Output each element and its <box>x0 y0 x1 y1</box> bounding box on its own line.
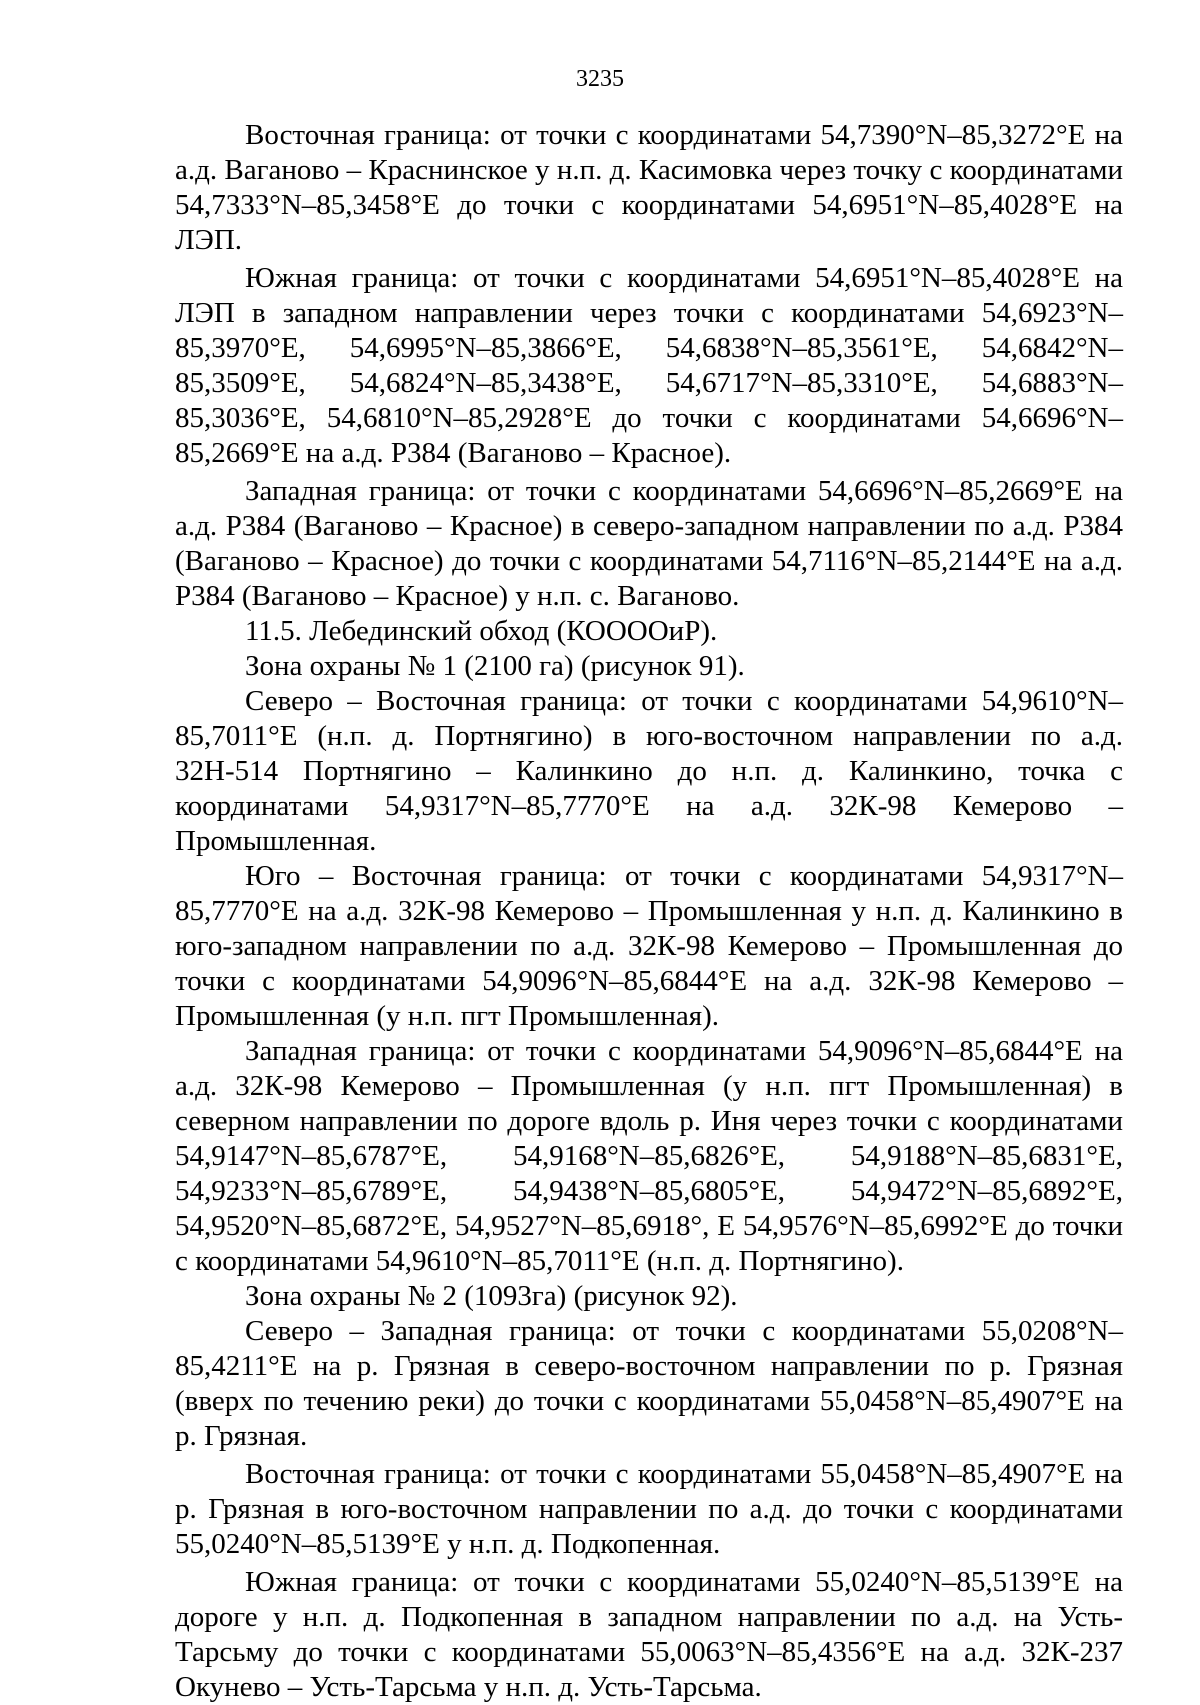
paragraph-southeast-boundary: Юго – Восточная граница: от точки с координатами 54,9317°N–85,7770°E на а.д. 32К-98 Кемерово – Промышленная у н.п. д. Калинкино в юго-западном направлении по а.д. 32К-98 Кемерово – Промышленная до точки с координатами 54,9096°N–85,6844°E на а.д. 32К-98 Кемерово – Промышленная (у н.п. пгт Промышленная). <box>175 860 1123 1032</box>
section-heading-lebedinsky: 11.5. Лебединский обход (КООООиР). <box>245 615 718 647</box>
zone-heading-1: Зона охраны № 1 (2100 га) (рисунок 91). <box>245 650 745 682</box>
page-number: 3235 <box>576 66 624 92</box>
document-body <box>175 118 1123 1705</box>
paragraph-east-boundary: Восточная граница: от точки с координатами 54,7390°N–85,3272°E на а.д. Ваганово – Краснинское у н.п. д. Касимовка через точку с координатами 54,7333°N–85,3458°E до точки с координатами 54,6951°N–85,4028°E на ЛЭП. <box>175 119 1123 256</box>
zone-heading-2: Зона охраны № 2 (1093га) (рисунок 92). <box>245 1280 738 1312</box>
paragraph-west-boundary-zone1: Западная граница: от точки с координатами 54,9096°N–85,6844°E на а.д. 32К-98 Кемерово – Промышленная (у н.п. пгт Промышленная) в северном направлении по дороге вдоль р. Иня через точки с координатами 54,9147°N–85,6787°E, 54,9168°N–85,6826°E, 54,9188°N–85,6831°E, 54,9233°N–85,6789°E, 54,9438°N–85,6805°E, 54,9472°N–85,6892°E, 54,9520°N–85,6872°E, 54,9527°N–85,6918°, E 54,9576°N–85,6992°E до точки с координатами 54,9610°N–85,7011°E (н.п. д. Портнягино). <box>175 1035 1123 1277</box>
paragraph-south-boundary: Южная граница: от точки с координатами 54,6951°N–85,4028°E на ЛЭП в западном направлении через точки с координатами 54,6923°N–85,3970°E, 54,6995°N–85,3866°E, 54,6838°N–85,3561°E, 54,6842°N–85,3509°E, 54,6824°N–85,3438°E, 54,6717°N–85,3310°E, 54,6883°N–85,3036°E, 54,6810°N–85,2928°E до точки с координатами 54,6696°N–85,2669°E на а.д. Р384 (Ваганово – Красное). <box>175 262 1123 469</box>
paragraph-west-boundary: Западная граница: от точки с координатами 54,6696°N–85,2669°E на а.д. Р384 (Ваганово – Красное) в северо-западном направлении по а.д. Р384 (Ваганово – Красное) до точки с координатами 54,7116°N–85,2144°E на а.д. Р384 (Ваганово – Красное) у н.п. с. Ваганово. <box>175 475 1123 612</box>
paragraph-east-boundary-zone2: Восточная граница: от точки с координатами 55,0458°N–85,4907°E на р. Грязная в юго-восточном направлении по а.д. до точки с координатами 55,0240°N–85,5139°E у н.п. д. Подкопенная. <box>175 1458 1123 1560</box>
paragraph-northeast-boundary: Северо – Восточная граница: от точки с координатами 54,9610°N–85,7011°E (н.п. д. Портнягино) в юго-восточном направлении по а.д. 32Н-514 Портнягино – Калинкино до н.п. д. Калинкино, точка с координатами 54,9317°N–85,7770°E на а.д. 32К-98 Кемерово – Промышленная. <box>175 685 1123 857</box>
paragraph-northwest-boundary: Северо – Западная граница: от точки с координатами 55,0208°N–85,4211°E на р. Грязная в северо-восточном направлении по р. Грязная (вверх по течению реки) до точки с координатами 55,0458°N–85,4907°E на р. Грязная. <box>175 1315 1123 1452</box>
paragraph-south-boundary-zone2: Южная граница: от точки с координатами 55,0240°N–85,5139°E на дороге у н.п. д. Подкопенная в западном направлении по а.д. на Усть-Тарсьму до точки с координатами 55,0063°N–85,4356°E на а.д. 32К-237 Окунево – Усть-Тарсьма у н.п. д. Усть-Тарсьма. <box>175 1566 1123 1703</box>
